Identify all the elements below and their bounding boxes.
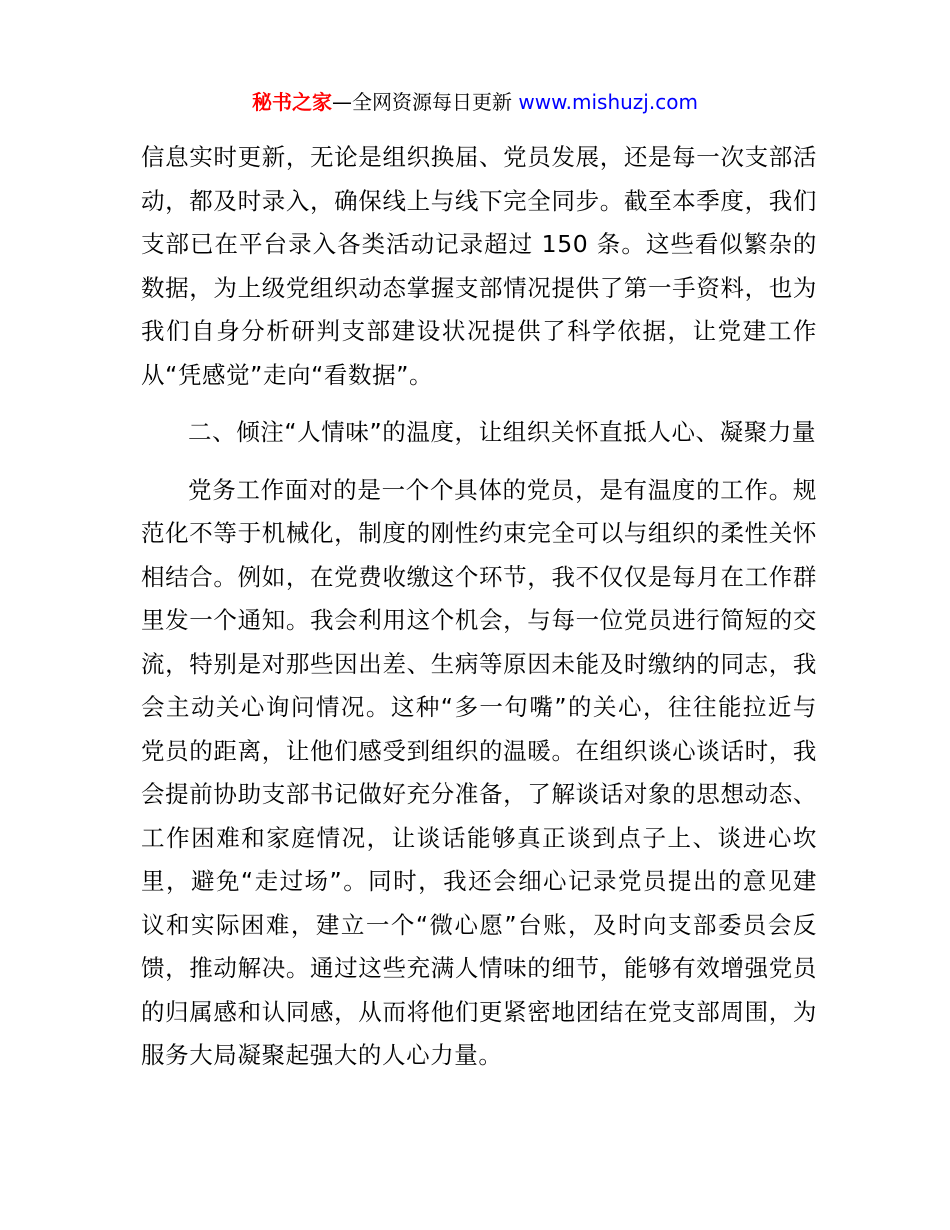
page-header <box>0 86 950 118</box>
site-brand: 秘书之家 <box>252 90 333 114</box>
paragraph-continuation: 信息实时更新，无论是组织换届、党员发展，还是每一次支部活动，都及时录入，确保线上与线下完全同步。截至本季度，我们支部已在平台录入各类活动记录超过 150 条。这些看似繁杂的数据，为上级党组织动态掌握支部情况提供了第一手资料，也为我们自身分析研判支部建设状况提供了科学依据，让党建工作从“凭感觉”走向“看数据”。 <box>141 143 817 389</box>
paragraph-main: 党务工作面对的是一个个具体的党员，是有温度的工作。规范化不等于机械化，制度的刚性约束完全可以与组织的柔性关怀相结合。例如，在党费收缴这个环节，我不仅仅是每月在工作群里发一个通知。我会利用这个机会，与每一位党员进行简短的交流，特别是对那些因出差、生病等原因未能及时缴纳的同志，我会主动关心询问情况。这种“多一句嘴”的关心，往往能拉近与党员的距离，让他们感受到组织的温暖。在组织谈心谈话时，我会提前协助支部书记做好充分准备，了解谈话对象的思想动态、工作困难和家庭情况，让谈话能够真正谈到点子上、谈进心坎里，避免“走过场”。同时，我还会细心记录党员提出的意见建议和实际困难，建立一个“微心愿”台账，及时向支部委员会反馈，推动解决。通过这些充满人情味的细节，能够有效增强党员的归属感和认同感，从而将他们更紧密地团结在党支部周围，为服务大局凝聚起强大的人心力量。 <box>141 475 817 1069</box>
site-url-link[interactable]: www.mishuzj.com <box>518 90 698 114</box>
site-tagline: —全网资源每日更新 <box>332 90 519 114</box>
document-body <box>141 136 817 1078</box>
section-heading: 二、倾注“人情味”的温度，让组织关怀直抵人心、凝聚力量 <box>188 418 817 446</box>
